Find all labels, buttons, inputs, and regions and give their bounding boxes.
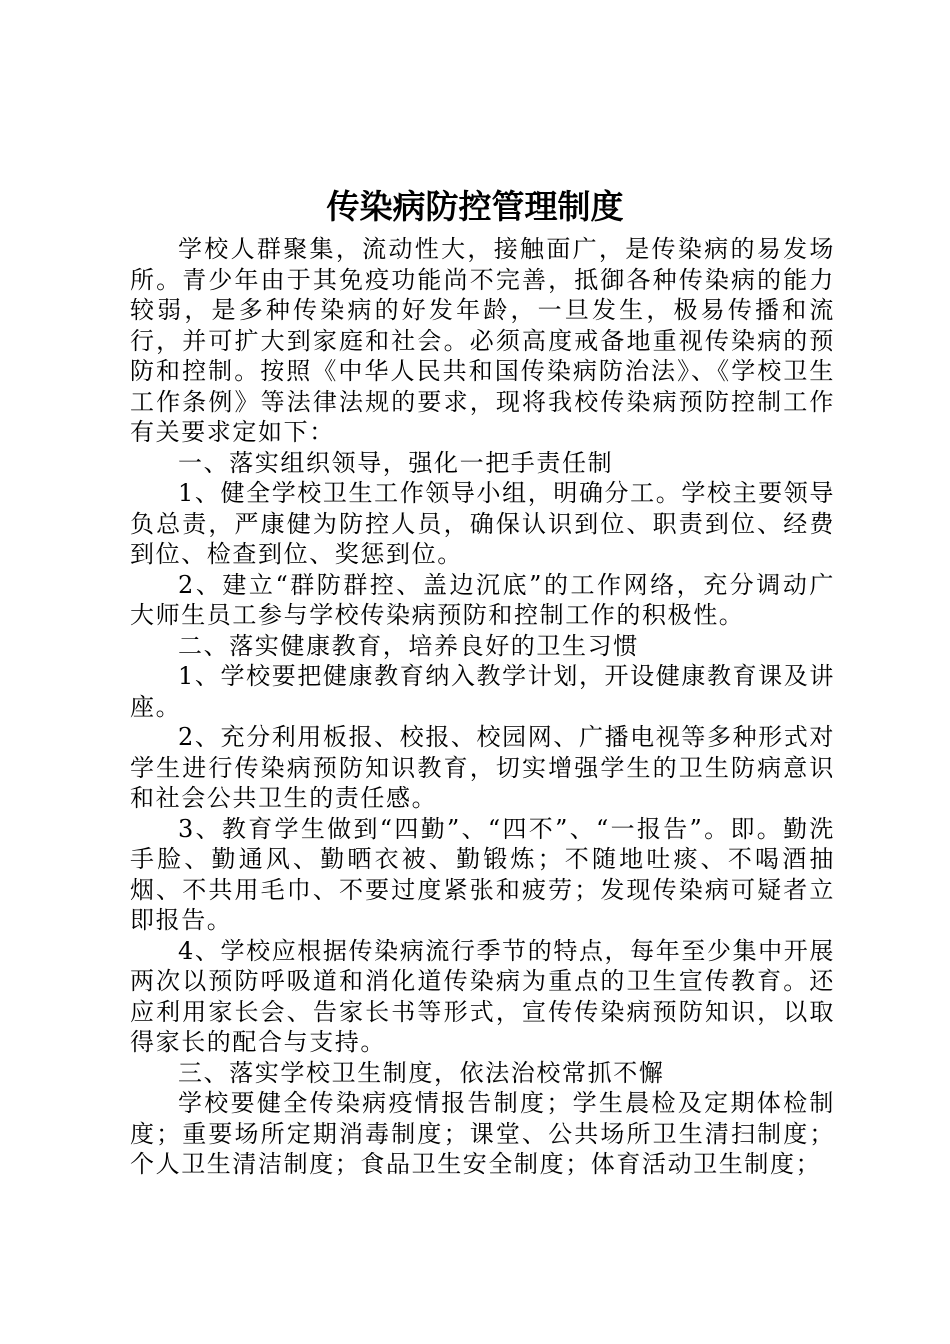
section-2-item-2: 2、充分利用板报、校报、校园网、广播电视等多种形式对学生进行传染病预防知识教育，切实增强学生的卫生防病意识和社会公共卫生的责任感。 xyxy=(130,723,835,812)
section-heading-2: 二、落实健康教育，培养良好的卫生习惯 xyxy=(178,631,639,660)
section-1-item-1: 1、健全学校卫生工作领导小组，明确分工。学校主要领导负总责，严康健为防控人员，确保认识到位、职责到位、经费到位、检查到位、奖惩到位。 xyxy=(130,479,835,568)
section-heading-3: 三、落实学校卫生制度，依法治校常抓不懈 xyxy=(178,1058,665,1087)
intro-paragraph: 学校人群聚集，流动性大，接触面广，是传染病的易发场所。青少年由于其免疫功能尚不完善，抵御各种传染病的能力较弱，是多种传染病的好发年龄，一旦发生，极易传播和流行，并可扩大到家庭和社会。必须高度戒备地重视传染病的预防和控制。按照《中华人民共和国传染病防治法》、《学校卫生工作条例》等法律法规的要求，现将我校传染病预防控制工作有关要求定如下： xyxy=(130,235,835,446)
section-2-item-1: 1、学校要把健康教育纳入教学计划，开设健康教育课及讲座。 xyxy=(130,662,835,721)
document-body xyxy=(130,234,835,1180)
section-2-item-4: 4、学校应根据传染病流行季节的特点，每年至少集中开展两次以预防呼吸道和消化道传染病为重点的卫生宣传教育。还应利用家长会、告家长书等形式，宣传传染病预防知识，以取得家长的配合与支持。 xyxy=(130,936,835,1056)
section-1-item-2: 2、建立“群防群控、盖边沉底”的工作网络，充分调动广大师生员工参与学校传染病预防和控制工作的积极性。 xyxy=(130,570,835,629)
section-3-paragraph: 学校要健全传染病疫情报告制度；学生晨检及定期体检制度；重要场所定期消毒制度；课堂、公共场所卫生清扫制度；个人卫生清洁制度；食品卫生安全制度；体育活动卫生制度； xyxy=(130,1089,835,1178)
section-heading-1: 一、落实组织领导，强化一把手责任制 xyxy=(178,448,614,477)
document-title: 传染病防控管理制度 xyxy=(326,187,624,226)
section-2-item-3: 3、教育学生做到“四勤”、“四不”、“一报告”。即。勤洗手脸、勤通风、勤晒衣被、勤锻炼；不随地吐痰、不喝酒抽烟、不共用毛巾、不要过度紧张和疲劳；发现传染病可疑者立即报告。 xyxy=(130,814,835,934)
